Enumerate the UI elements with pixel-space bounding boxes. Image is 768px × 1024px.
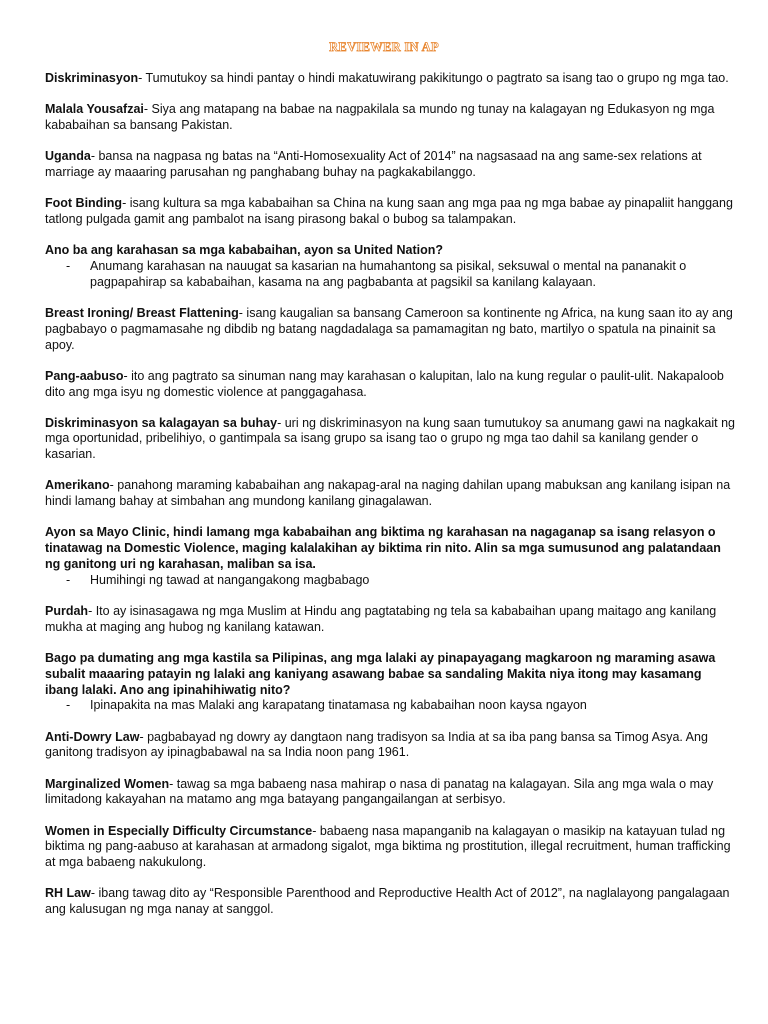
answer-list	[45, 259, 735, 291]
entry-text: - isang kaugalian sa bansang Cameroon sa kontinente ng Africa, na kung saan ito ay ang pagbabayo o pagmamasahe ng dibdib ng batang nagdadalaga sa pamamagitan ng bato, martilyo o spatula na pinainit sa apoy.	[45, 305, 733, 352]
definition-entry	[45, 306, 735, 353]
question-text: Ano ba ang karahasan sa mga kababaihan, ayon sa United Nation?	[45, 243, 444, 258]
question-entry	[45, 651, 735, 714]
entry-text: - pagbabayad ng dowry ay dangtaon nang tradisyon sa India at sa iba pang bansa sa Timog Asya. Ang ganitong tradisyon ay ipinagbabawal na sa India noon pang 1961.	[45, 729, 708, 760]
entry-text: - bansa na nagpasa ng batas na “Anti-Homosexuality Act of 2014” na nagsasaad na ang same-sex relations at marriage ay maaaring parusahan ng panghabang buhay na pagkakabilanggo.	[45, 149, 702, 179]
entry-text: - Ito ay isinasagawa ng mga Muslim at Hindu ang pagtatabing ng tela sa kababaihan upang maitago ang kanilang mukha at maging ang hubog ng kanilang katawan.	[45, 604, 717, 634]
document-title: REVIEWER IN AP	[329, 40, 439, 54]
entry-term: RH Law	[45, 886, 91, 901]
entry-term: Purdah	[45, 604, 89, 619]
entry-term: Women in Especially Difficulty Circumstance	[45, 823, 313, 838]
entry-term: Foot Binding	[45, 196, 123, 211]
entry-term: Anti-Dowry Law	[45, 729, 140, 744]
entry-term: Malala Yousafzai	[45, 102, 144, 117]
answer-bullet: - Humihingi ng tawad at nangangakong magbabago	[45, 573, 735, 589]
question-entry	[45, 243, 735, 290]
entry-text: - babaeng nasa mapanganib na kalagayan o masikip na katayuan tulad ng biktima ng pang-aabuso at karahasan at armadong sigalot, mga biktima ng prostitution, illegal recruitment, human trafficking at mga babaeng nakukulong.	[45, 823, 731, 870]
entry-term: Uganda	[45, 149, 91, 164]
entry-term: Diskriminasyon sa kalagayan sa buhay	[45, 415, 278, 430]
question-entry	[45, 525, 735, 588]
entry-text: - Tumutukoy sa hindi pantay o hindi makatuwirang pakikitungo o pagtrato sa isang tao o grupo ng mga tao.	[138, 71, 729, 85]
question-text: Bago pa dumating ang mga kastila sa Pilipinas, ang mga lalaki ay pinapayagang magkaroon ng maraming asawa subalit maaaring patayin ng lalaki ang kaniyang asawang babae sa sandaling Makita niya itong may kasamang ibang lalaki. Ano ang ipinahihiwatig nito?	[45, 651, 716, 697]
definition-entry	[45, 369, 735, 401]
definition-entry	[45, 604, 735, 636]
definition-entry	[45, 71, 735, 87]
entry-term: Amerikano	[45, 478, 110, 493]
entry-text: - isang kultura sa mga kababaihan sa China na kung saan ang mga paa ng mga babae ay pinapaliit hanggang tatlong pulgada gamit ang pambalot na isang pirasong bakal o bubog sa talampakan.	[45, 196, 733, 226]
definition-entry	[45, 416, 735, 463]
entry-text: - ito ang pagtrato sa sinuman nang may karahasan o kalupitan, lalo na kung regular o paulit-ulit. Nakapaloob dito ang mga isyu ng domestic violence at panggagahasa.	[45, 368, 724, 399]
entry-term: Marginalized Women	[45, 776, 170, 791]
entry-text: - uri ng diskriminasyon na kung saan tumutukoy sa anumang gawi na nagkakait ng mga oportunidad, pribelihiyo, o gantimpala sa isang grupo sa isang tao o grupo ng mga tao dahil sa kanilang gender o kasarian.	[45, 415, 735, 462]
entry-term: Pang-aabuso	[45, 368, 124, 383]
definition-entry	[45, 886, 735, 918]
definition-entry	[45, 478, 735, 510]
answer-list	[45, 573, 735, 589]
definition-entry	[45, 824, 735, 871]
entry-term: Diskriminasyon	[45, 71, 139, 85]
entry-term: Breast Ironing/ Breast Flattening	[45, 305, 239, 320]
entry-text: - panahong maraming kababaihan ang nakapag-aral na naging dahilan upang mabuksan ang kanilang isipan na hindi lamang bahay at simbahan ang mundong kanilang ginagalawan.	[45, 478, 731, 509]
answer-bullet: - Anumang karahasan na nauugat sa kasarian na humahantong sa pisikal, seksuwal o mental na pananakit o pagpapahirap sa kababaihan, kasama na ang pagbabanta at pagsikil sa kanilang kalayaan.	[45, 259, 735, 291]
question-text: Ayon sa Mayo Clinic, hindi lamang mga kababaihan ang biktima ng karahasan na nagaganap sa isang relasyon o tinatawag na Domestic Violence, maging kalalakihan ay biktima rin nito. Alin sa mga sumusunod ang palatandaan ng ganitong uri ng karahasan, maliban sa isa.	[45, 525, 721, 572]
definition-entry	[45, 196, 735, 228]
answer-bullet: - Ipinapakita na mas Malaki ang karapatang tinatamasa ng kababaihan noon kaysa ngayon	[45, 698, 735, 714]
document-body	[45, 71, 735, 933]
entry-text: - Siya ang matapang na babae na nagpakilala sa mundo ng tunay na kalagayan ng Edukasyon ng mga kababaihan sa bansang Pakistan.	[45, 102, 715, 132]
entry-text: - tawag sa mga babaeng nasa mahirap o nasa di panatag na kalagayan. Sila ang mga wala o may limitadong kakayahan na matamo ang mga batayang pangangailangan at serbisyo.	[45, 776, 714, 807]
definition-entry	[45, 102, 735, 134]
definition-entry	[45, 149, 735, 181]
definition-entry	[45, 777, 735, 809]
entry-text: - ibang tawag dito ay “Responsible Parenthood and Reproductive Health Act of 2012”, na naglalayong pangalagaan ang kalusugan ng mga nanay at sanggol.	[45, 886, 730, 917]
definition-entry	[45, 730, 735, 762]
answer-list	[45, 698, 735, 714]
